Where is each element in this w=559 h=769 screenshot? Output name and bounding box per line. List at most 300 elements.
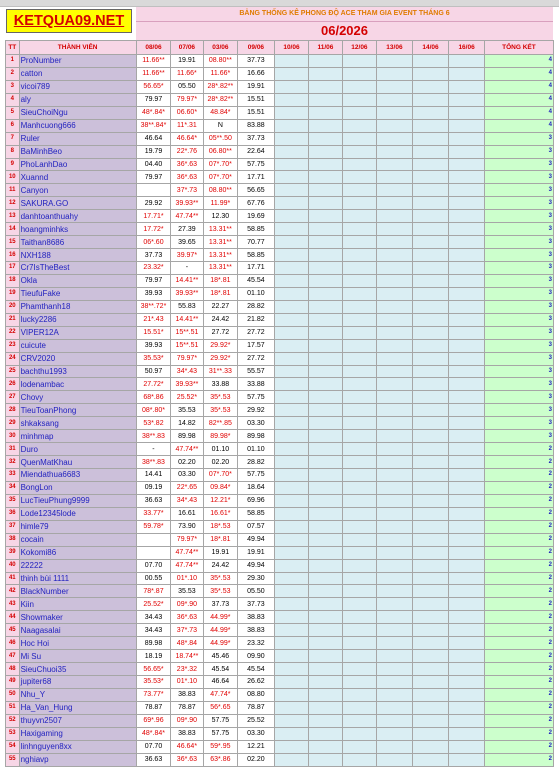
score-cell[interactable]: 45.54 (238, 663, 275, 676)
empty-cell[interactable] (309, 210, 342, 223)
total-cell[interactable]: 4 (484, 106, 553, 119)
empty-cell[interactable] (377, 598, 413, 611)
empty-cell[interactable] (449, 753, 485, 766)
empty-cell[interactable] (309, 326, 342, 339)
empty-cell[interactable] (274, 171, 309, 184)
score-cell[interactable]: 17.71 (238, 262, 275, 275)
member-name[interactable]: VIPER12A (19, 326, 136, 339)
score-cell[interactable]: 17.71* (136, 210, 171, 223)
score-cell[interactable]: 48.84* (203, 106, 238, 119)
empty-cell[interactable] (309, 352, 342, 365)
score-cell[interactable]: 03.30 (238, 417, 275, 430)
empty-cell[interactable] (309, 67, 342, 80)
empty-cell[interactable] (412, 80, 449, 93)
empty-cell[interactable] (309, 701, 342, 714)
empty-cell[interactable] (377, 740, 413, 753)
empty-cell[interactable] (274, 494, 309, 507)
total-cell[interactable]: 2 (484, 546, 553, 559)
member-name[interactable]: Showmaker (19, 611, 136, 624)
empty-cell[interactable] (274, 158, 309, 171)
total-cell[interactable]: 3 (484, 274, 553, 287)
score-cell[interactable]: 02.20 (171, 456, 203, 469)
empty-cell[interactable] (309, 753, 342, 766)
empty-cell[interactable] (274, 274, 309, 287)
empty-cell[interactable] (449, 559, 485, 572)
score-cell[interactable]: 22.64 (238, 145, 275, 158)
empty-cell[interactable] (412, 430, 449, 443)
empty-cell[interactable] (377, 676, 413, 689)
empty-cell[interactable] (412, 287, 449, 300)
total-cell[interactable]: 3 (484, 326, 553, 339)
score-cell[interactable]: 55.83 (171, 300, 203, 313)
member-name[interactable]: catton (19, 67, 136, 80)
empty-cell[interactable] (274, 352, 309, 365)
score-cell[interactable]: 37*.73 (171, 624, 203, 637)
empty-cell[interactable] (412, 611, 449, 624)
score-cell[interactable]: 15.51* (136, 326, 171, 339)
empty-cell[interactable] (412, 93, 449, 106)
score-cell[interactable]: 14.41 (136, 469, 171, 482)
empty-cell[interactable] (377, 391, 413, 404)
member-name[interactable]: Chovy (19, 391, 136, 404)
total-cell[interactable]: 2 (484, 533, 553, 546)
empty-cell[interactable] (449, 417, 485, 430)
empty-cell[interactable] (449, 637, 485, 650)
empty-cell[interactable] (342, 145, 377, 158)
column-header[interactable]: 08/06 (136, 41, 171, 55)
empty-cell[interactable] (342, 236, 377, 249)
empty-cell[interactable] (309, 417, 342, 430)
empty-cell[interactable] (412, 197, 449, 210)
empty-cell[interactable] (342, 55, 377, 68)
score-cell[interactable]: 79.97* (171, 533, 203, 546)
empty-cell[interactable] (377, 585, 413, 598)
total-cell[interactable]: 2 (484, 701, 553, 714)
empty-cell[interactable] (449, 145, 485, 158)
score-cell[interactable]: 25.52* (136, 598, 171, 611)
empty-cell[interactable] (274, 727, 309, 740)
empty-cell[interactable] (449, 339, 485, 352)
empty-cell[interactable] (377, 80, 413, 93)
empty-cell[interactable] (449, 274, 485, 287)
empty-cell[interactable] (309, 300, 342, 313)
empty-cell[interactable] (412, 262, 449, 275)
empty-cell[interactable] (412, 378, 449, 391)
score-cell[interactable]: 04.40 (136, 158, 171, 171)
score-cell[interactable]: 11.66* (203, 67, 238, 80)
empty-cell[interactable] (342, 106, 377, 119)
total-cell[interactable]: 4 (484, 67, 553, 80)
empty-cell[interactable] (412, 106, 449, 119)
member-name[interactable]: thuyvn2507 (19, 714, 136, 727)
empty-cell[interactable] (309, 404, 342, 417)
empty-cell[interactable] (309, 494, 342, 507)
empty-cell[interactable] (274, 572, 309, 585)
empty-cell[interactable] (342, 80, 377, 93)
empty-cell[interactable] (309, 223, 342, 236)
score-cell[interactable]: 29.92 (136, 197, 171, 210)
empty-cell[interactable] (309, 378, 342, 391)
empty-cell[interactable] (412, 313, 449, 326)
empty-cell[interactable] (342, 274, 377, 287)
empty-cell[interactable] (342, 456, 377, 469)
score-cell[interactable]: 29.92 (238, 404, 275, 417)
score-cell[interactable]: 09.90 (238, 650, 275, 663)
empty-cell[interactable] (274, 119, 309, 132)
column-header[interactable]: 13/06 (377, 41, 413, 55)
empty-cell[interactable] (309, 145, 342, 158)
total-cell[interactable]: 3 (484, 236, 553, 249)
score-cell[interactable]: 35*.53 (203, 404, 238, 417)
empty-cell[interactable] (377, 546, 413, 559)
empty-cell[interactable] (274, 326, 309, 339)
score-cell[interactable]: 07*.70* (203, 158, 238, 171)
score-cell[interactable]: 25.52 (238, 714, 275, 727)
column-header[interactable]: 14/06 (412, 41, 449, 55)
score-cell[interactable]: 38.83 (238, 624, 275, 637)
empty-cell[interactable] (377, 559, 413, 572)
member-name[interactable]: ProNumber (19, 55, 136, 68)
score-cell[interactable]: 58.85 (238, 507, 275, 520)
empty-cell[interactable] (342, 714, 377, 727)
member-name[interactable]: lucky2286 (19, 313, 136, 326)
score-cell[interactable]: 18*.81 (203, 533, 238, 546)
member-name[interactable]: BongLon (19, 481, 136, 494)
score-cell[interactable]: 19.91 (203, 546, 238, 559)
empty-cell[interactable] (274, 365, 309, 378)
score-cell[interactable]: 15.51 (238, 93, 275, 106)
empty-cell[interactable] (412, 274, 449, 287)
empty-cell[interactable] (342, 494, 377, 507)
score-cell[interactable]: 19.69 (238, 210, 275, 223)
score-cell[interactable]: 06.60* (171, 106, 203, 119)
empty-cell[interactable] (412, 443, 449, 456)
member-name[interactable]: Kiin (19, 598, 136, 611)
score-cell[interactable]: 14.41** (171, 313, 203, 326)
column-header[interactable]: 12/06 (342, 41, 377, 55)
score-cell[interactable]: 46.64* (171, 132, 203, 145)
empty-cell[interactable] (274, 688, 309, 701)
score-cell[interactable]: 02.20 (203, 456, 238, 469)
member-name[interactable]: SieuChuoi35 (19, 663, 136, 676)
empty-cell[interactable] (412, 210, 449, 223)
score-cell[interactable]: 48*.84* (136, 106, 171, 119)
empty-cell[interactable] (274, 184, 309, 197)
empty-cell[interactable] (449, 391, 485, 404)
empty-cell[interactable] (342, 262, 377, 275)
total-cell[interactable]: 2 (484, 688, 553, 701)
score-cell[interactable]: 89.98 (171, 430, 203, 443)
empty-cell[interactable] (342, 404, 377, 417)
empty-cell[interactable] (449, 494, 485, 507)
score-cell[interactable]: 35.53 (171, 404, 203, 417)
empty-cell[interactable] (274, 663, 309, 676)
empty-cell[interactable] (377, 481, 413, 494)
score-cell[interactable]: 14.41** (171, 274, 203, 287)
score-cell[interactable]: 21.82 (238, 313, 275, 326)
empty-cell[interactable] (412, 417, 449, 430)
empty-cell[interactable] (309, 443, 342, 456)
empty-cell[interactable] (377, 727, 413, 740)
score-cell[interactable]: 37*.73 (171, 184, 203, 197)
column-header[interactable]: THÀNH VIÊN (19, 41, 136, 55)
score-cell[interactable]: 14.82 (171, 417, 203, 430)
empty-cell[interactable] (412, 456, 449, 469)
empty-cell[interactable] (449, 80, 485, 93)
empty-cell[interactable] (309, 598, 342, 611)
empty-cell[interactable] (274, 145, 309, 158)
empty-cell[interactable] (449, 598, 485, 611)
score-cell[interactable]: 18.19 (136, 650, 171, 663)
empty-cell[interactable] (377, 624, 413, 637)
empty-cell[interactable] (342, 520, 377, 533)
empty-cell[interactable] (309, 650, 342, 663)
score-cell[interactable]: 09*.90 (171, 714, 203, 727)
empty-cell[interactable] (309, 236, 342, 249)
empty-cell[interactable] (342, 546, 377, 559)
total-cell[interactable]: 3 (484, 249, 553, 262)
score-cell[interactable]: 29.92* (203, 339, 238, 352)
empty-cell[interactable] (412, 507, 449, 520)
empty-cell[interactable] (377, 119, 413, 132)
empty-cell[interactable] (377, 300, 413, 313)
empty-cell[interactable] (412, 236, 449, 249)
empty-cell[interactable] (274, 456, 309, 469)
score-cell[interactable]: - (136, 443, 171, 456)
empty-cell[interactable] (449, 262, 485, 275)
total-cell[interactable]: 3 (484, 262, 553, 275)
empty-cell[interactable] (449, 663, 485, 676)
score-cell[interactable]: 39.93** (171, 197, 203, 210)
empty-cell[interactable] (274, 753, 309, 766)
empty-cell[interactable] (412, 676, 449, 689)
empty-cell[interactable] (377, 106, 413, 119)
total-cell[interactable]: 3 (484, 132, 553, 145)
empty-cell[interactable] (274, 520, 309, 533)
score-cell[interactable]: 38.83 (171, 727, 203, 740)
empty-cell[interactable] (309, 132, 342, 145)
score-cell[interactable]: 48*.84* (136, 727, 171, 740)
empty-cell[interactable] (377, 184, 413, 197)
empty-cell[interactable] (377, 132, 413, 145)
member-name[interactable]: Canyon (19, 184, 136, 197)
score-cell[interactable]: 08.80 (238, 688, 275, 701)
score-cell[interactable]: 57.75 (238, 391, 275, 404)
empty-cell[interactable] (342, 417, 377, 430)
total-cell[interactable]: 2 (484, 637, 553, 650)
empty-cell[interactable] (342, 391, 377, 404)
score-cell[interactable]: 24.42 (203, 313, 238, 326)
total-cell[interactable]: 3 (484, 352, 553, 365)
member-name[interactable]: BaMinhBeo (19, 145, 136, 158)
empty-cell[interactable] (342, 676, 377, 689)
score-cell[interactable]: 24.42 (203, 559, 238, 572)
score-cell[interactable]: 37.73 (136, 249, 171, 262)
score-cell[interactable]: 39.93 (136, 339, 171, 352)
empty-cell[interactable] (377, 158, 413, 171)
empty-cell[interactable] (377, 249, 413, 262)
empty-cell[interactable] (377, 287, 413, 300)
total-cell[interactable]: 3 (484, 287, 553, 300)
empty-cell[interactable] (342, 637, 377, 650)
score-cell[interactable]: 39.65 (171, 236, 203, 249)
empty-cell[interactable] (412, 650, 449, 663)
score-cell[interactable]: 79.97 (136, 171, 171, 184)
score-cell[interactable]: 58.85 (238, 249, 275, 262)
total-cell[interactable]: 3 (484, 313, 553, 326)
score-cell[interactable]: 03.30 (171, 469, 203, 482)
empty-cell[interactable] (449, 443, 485, 456)
score-cell[interactable]: 47.74** (171, 210, 203, 223)
empty-cell[interactable] (412, 326, 449, 339)
score-cell[interactable]: 37.73 (203, 598, 238, 611)
score-cell[interactable]: 08.80** (203, 184, 238, 197)
empty-cell[interactable] (342, 443, 377, 456)
member-name[interactable]: Duro (19, 443, 136, 456)
empty-cell[interactable] (309, 637, 342, 650)
score-cell[interactable]: 11.99* (203, 197, 238, 210)
score-cell[interactable]: 02.20 (238, 753, 275, 766)
empty-cell[interactable] (274, 533, 309, 546)
empty-cell[interactable] (449, 365, 485, 378)
empty-cell[interactable] (449, 740, 485, 753)
score-cell[interactable]: 28.82 (238, 456, 275, 469)
total-cell[interactable]: 2 (484, 624, 553, 637)
member-name[interactable]: Nhu_Y (19, 688, 136, 701)
empty-cell[interactable] (377, 430, 413, 443)
empty-cell[interactable] (309, 688, 342, 701)
score-cell[interactable]: 38**.72* (136, 300, 171, 313)
score-cell[interactable]: 05.50 (238, 585, 275, 598)
score-cell[interactable]: 23.32* (136, 262, 171, 275)
score-cell[interactable]: 23.32 (238, 637, 275, 650)
empty-cell[interactable] (377, 533, 413, 546)
score-cell[interactable]: 50.97 (136, 365, 171, 378)
score-cell[interactable]: 18*.81 (203, 287, 238, 300)
empty-cell[interactable] (377, 404, 413, 417)
empty-cell[interactable] (274, 404, 309, 417)
total-cell[interactable]: 4 (484, 119, 553, 132)
score-cell[interactable]: 27.72* (136, 378, 171, 391)
empty-cell[interactable] (342, 559, 377, 572)
empty-cell[interactable] (449, 210, 485, 223)
empty-cell[interactable] (274, 481, 309, 494)
empty-cell[interactable] (377, 701, 413, 714)
score-cell[interactable]: 28*.82** (203, 93, 238, 106)
empty-cell[interactable] (377, 753, 413, 766)
empty-cell[interactable] (309, 274, 342, 287)
member-name[interactable]: aly (19, 93, 136, 106)
member-name[interactable]: lodenambac (19, 378, 136, 391)
score-cell[interactable]: 18*.53 (203, 520, 238, 533)
score-cell[interactable]: 12.30 (203, 210, 238, 223)
score-cell[interactable]: 34*.43 (171, 365, 203, 378)
empty-cell[interactable] (274, 611, 309, 624)
empty-cell[interactable] (412, 714, 449, 727)
score-cell[interactable]: 05.50 (171, 80, 203, 93)
score-cell[interactable]: 07*.70* (203, 469, 238, 482)
empty-cell[interactable] (449, 469, 485, 482)
score-cell[interactable]: 12.21 (238, 740, 275, 753)
score-cell[interactable]: 16.61* (203, 507, 238, 520)
empty-cell[interactable] (309, 546, 342, 559)
total-cell[interactable]: 2 (484, 714, 553, 727)
empty-cell[interactable] (342, 171, 377, 184)
score-cell[interactable]: 17.72* (136, 223, 171, 236)
score-cell[interactable]: 89.98* (203, 430, 238, 443)
empty-cell[interactable] (412, 184, 449, 197)
score-cell[interactable]: 37.73 (238, 132, 275, 145)
score-cell[interactable]: 36*.63 (171, 611, 203, 624)
member-name[interactable]: SieuChoiNgu (19, 106, 136, 119)
total-cell[interactable]: 3 (484, 300, 553, 313)
empty-cell[interactable] (274, 391, 309, 404)
empty-cell[interactable] (274, 287, 309, 300)
empty-cell[interactable] (309, 313, 342, 326)
score-cell[interactable]: 18*.81 (203, 274, 238, 287)
empty-cell[interactable] (274, 378, 309, 391)
empty-cell[interactable] (449, 701, 485, 714)
empty-cell[interactable] (449, 456, 485, 469)
score-cell[interactable]: 33.88 (238, 378, 275, 391)
score-cell[interactable]: 82**.85 (203, 417, 238, 430)
empty-cell[interactable] (412, 223, 449, 236)
score-cell[interactable]: 49.94 (238, 559, 275, 572)
score-cell[interactable]: 89.98 (238, 430, 275, 443)
empty-cell[interactable] (412, 533, 449, 546)
empty-cell[interactable] (377, 688, 413, 701)
total-cell[interactable]: 2 (484, 753, 553, 766)
score-cell[interactable]: 28*.82** (203, 80, 238, 93)
empty-cell[interactable] (449, 624, 485, 637)
empty-cell[interactable] (342, 430, 377, 443)
empty-cell[interactable] (274, 223, 309, 236)
score-cell[interactable]: 39.93** (171, 287, 203, 300)
empty-cell[interactable] (412, 740, 449, 753)
score-cell[interactable]: 07*.70* (203, 171, 238, 184)
score-cell[interactable]: 79.97* (171, 352, 203, 365)
total-cell[interactable]: 3 (484, 197, 553, 210)
empty-cell[interactable] (309, 184, 342, 197)
empty-cell[interactable] (449, 132, 485, 145)
empty-cell[interactable] (377, 417, 413, 430)
empty-cell[interactable] (412, 119, 449, 132)
score-cell[interactable]: 37.73 (238, 598, 275, 611)
score-cell[interactable]: 13.31** (203, 223, 238, 236)
empty-cell[interactable] (412, 559, 449, 572)
score-cell[interactable]: 78.87 (171, 701, 203, 714)
score-cell[interactable]: 19.91 (171, 55, 203, 68)
empty-cell[interactable] (449, 55, 485, 68)
empty-cell[interactable] (412, 404, 449, 417)
member-name[interactable]: Phamthanh18 (19, 300, 136, 313)
empty-cell[interactable] (309, 624, 342, 637)
score-cell[interactable]: 07.57 (238, 520, 275, 533)
score-cell[interactable]: 59.78* (136, 520, 171, 533)
score-cell[interactable]: 11.66** (136, 67, 171, 80)
empty-cell[interactable] (449, 313, 485, 326)
empty-cell[interactable] (274, 339, 309, 352)
member-name[interactable]: Okla (19, 274, 136, 287)
empty-cell[interactable] (449, 249, 485, 262)
score-cell[interactable]: 57.75 (238, 469, 275, 482)
score-cell[interactable]: 17.57 (238, 339, 275, 352)
empty-cell[interactable] (449, 287, 485, 300)
score-cell[interactable]: 25.52* (171, 391, 203, 404)
total-cell[interactable]: 2 (484, 650, 553, 663)
empty-cell[interactable] (377, 714, 413, 727)
member-name[interactable]: nghiavp (19, 753, 136, 766)
